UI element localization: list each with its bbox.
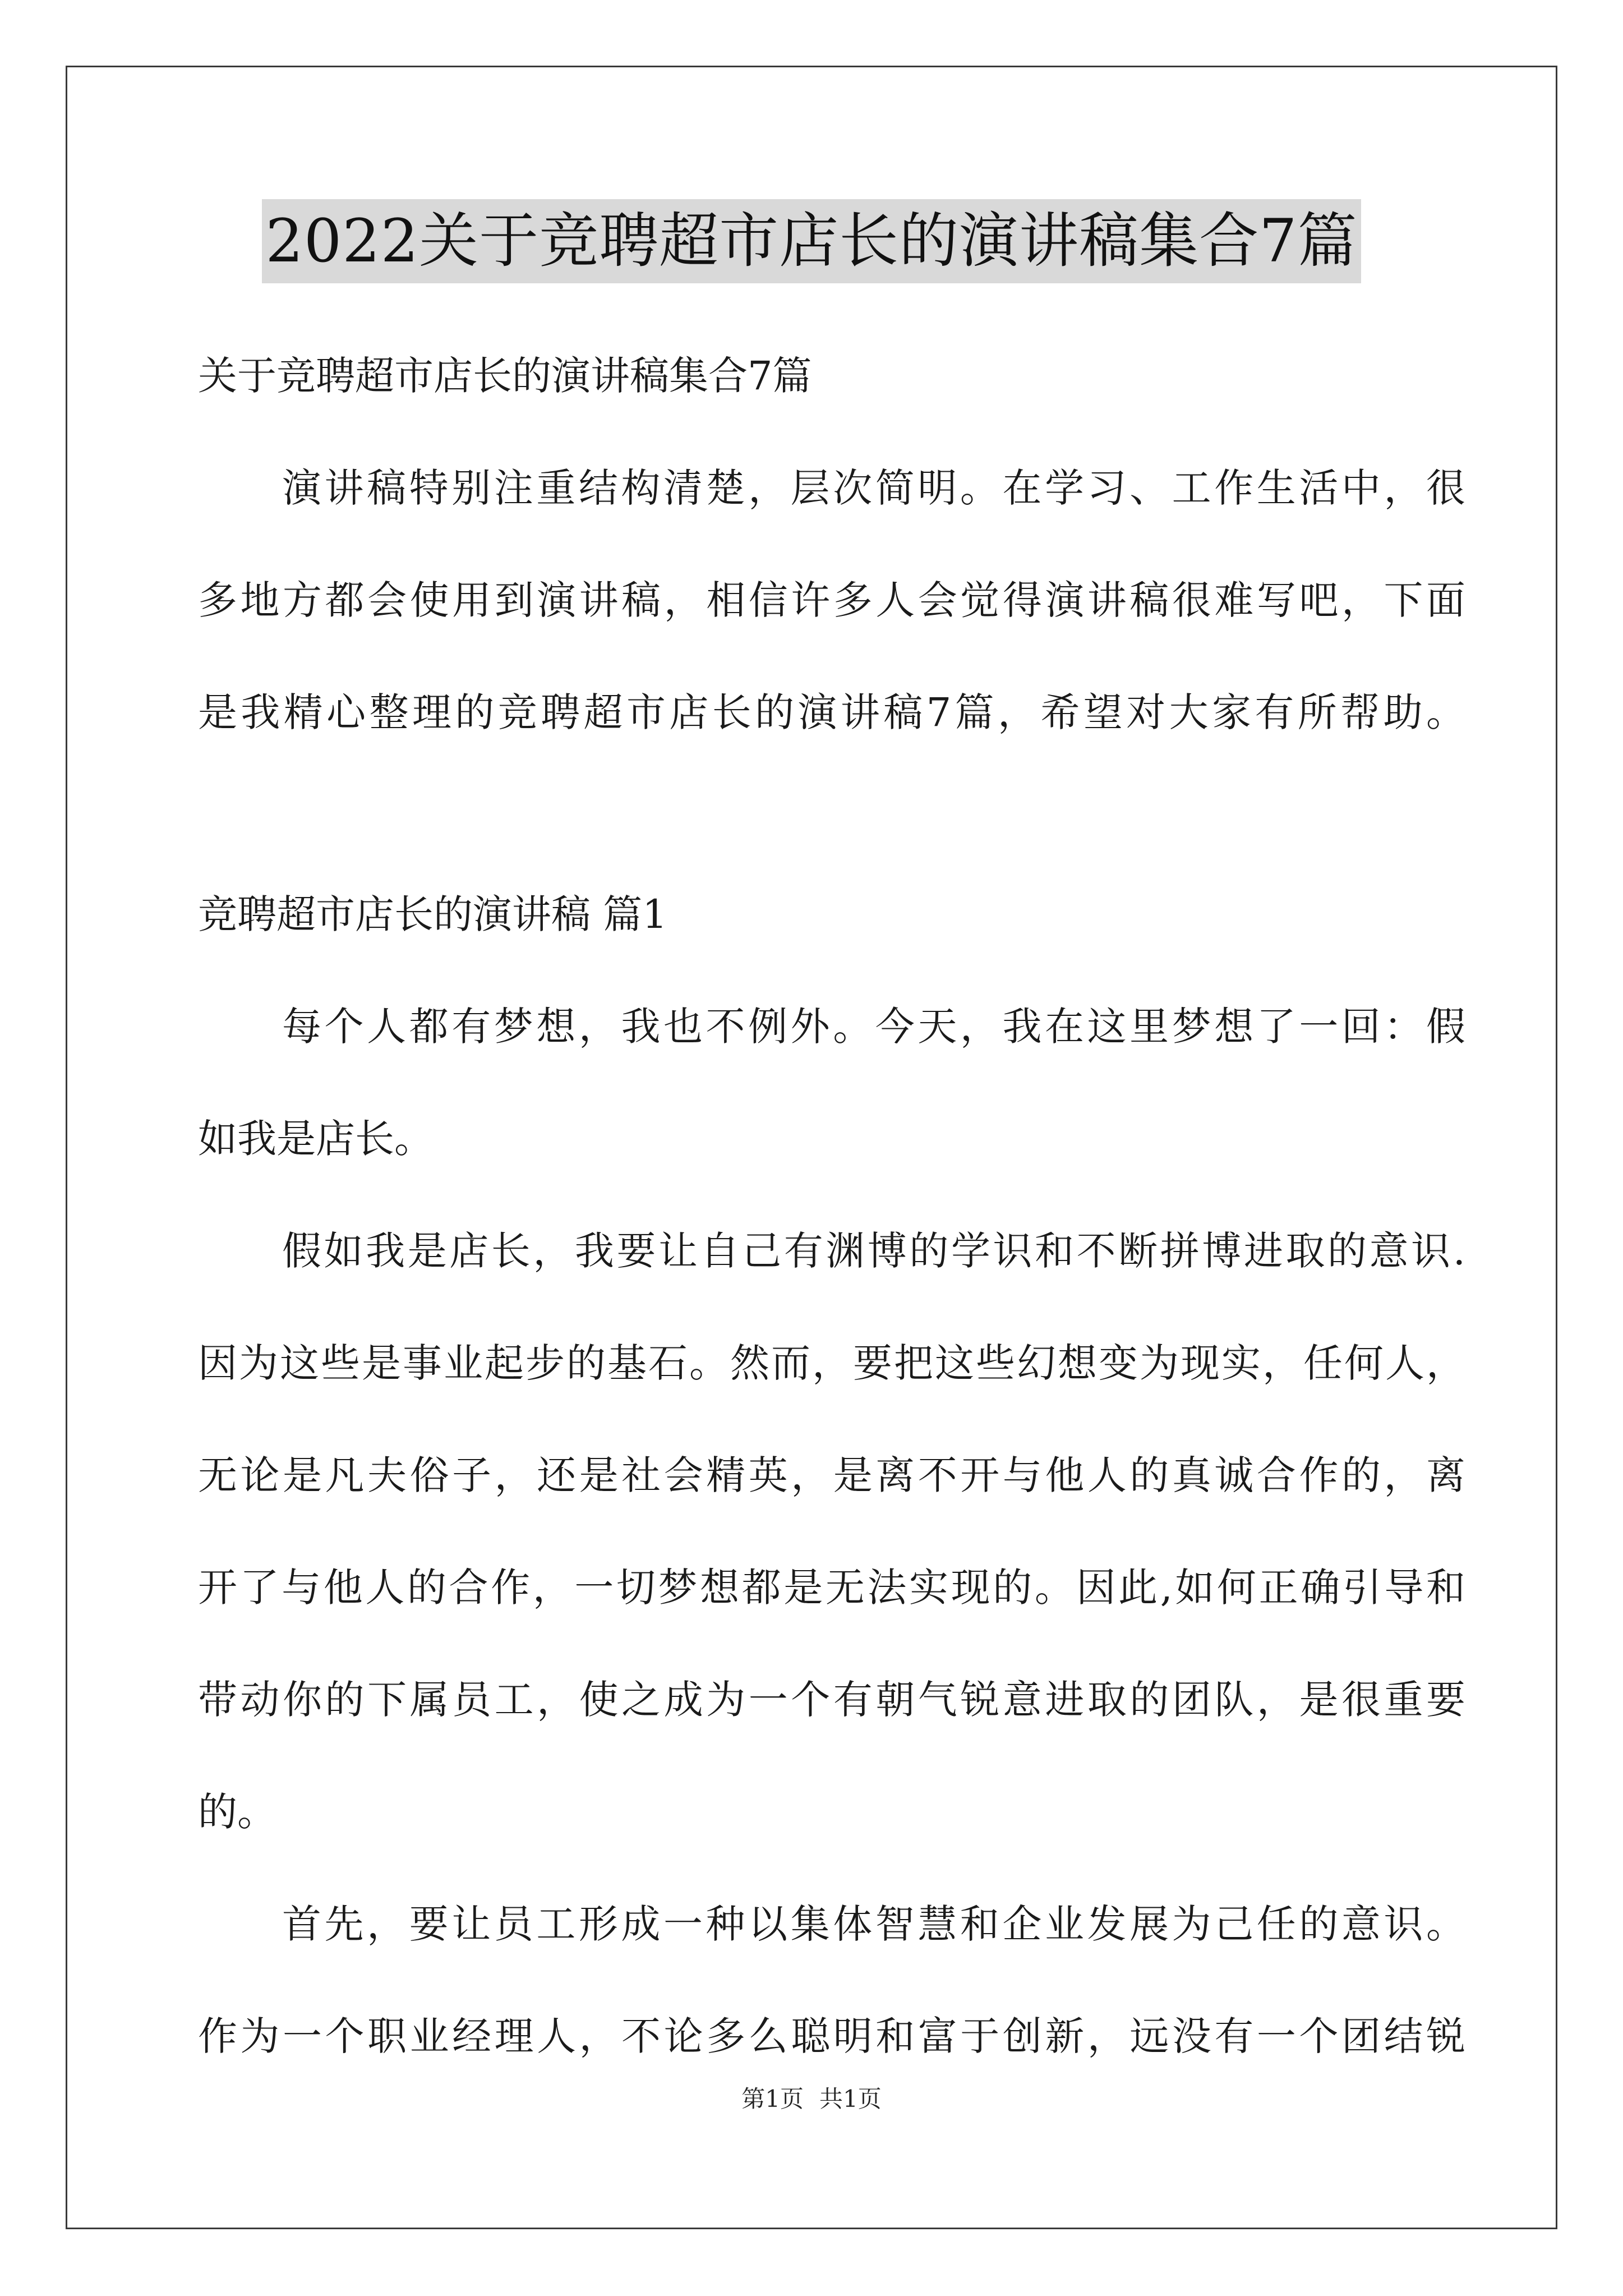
- section-heading: 竞聘超市店长的演讲稿 篇1: [198, 891, 667, 937]
- document-subtitle: 关于竞聘超市店长的演讲稿集合7篇: [198, 353, 812, 399]
- intro-line-3: 是我精心整理的竞聘超市店长的演讲稿7篇，希望对大家有所帮助。: [198, 689, 1465, 735]
- intro-line-2: 多地方都会使用到演讲稿，相信许多人会觉得演讲稿很难写吧，下面: [198, 577, 1465, 623]
- intro-line-1: 演讲稿特别注重结构清楚，层次简明。在学习、工作生活中，很: [282, 465, 1465, 511]
- para2-line-1: 假如我是店长，我要让自己有渊博的学识和不断拼博进取的意识.: [282, 1228, 1465, 1274]
- para3-line-2: 作为一个职业经理人，不论多么聪明和富于创新，远没有一个团结锐: [198, 2013, 1465, 2059]
- para2-line-6: 的。: [198, 1789, 276, 1835]
- para1-line-2: 如我是店长。: [198, 1116, 434, 1162]
- page-number: 第1页: [741, 2085, 804, 2113]
- page-footer: [0, 2082, 1623, 2116]
- para2-line-3: 无论是凡夫俗子，还是社会精英，是离不开与他人的真诚合作的，离: [198, 1452, 1465, 1498]
- para3-line-1: 首先，要让员工形成一种以集体智慧和企业发展为己任的意识。: [282, 1901, 1465, 1947]
- page-total: 共1页: [819, 2085, 882, 2113]
- para2-line-2: 因为这些是事业起步的基石。然而，要把这些幻想变为现实，任何人，: [198, 1340, 1465, 1386]
- document-title: 2022关于竞聘超市店长的演讲稿集合7篇: [262, 199, 1361, 283]
- para2-line-4: 开了与他人的合作，一切梦想都是无法实现的。因此,如何正确引导和: [198, 1565, 1465, 1611]
- para1-line-1: 每个人都有梦想，我也不例外。今天，我在这里梦想了一回：假: [282, 1004, 1465, 1050]
- para2-line-5: 带动你的下属员工，使之成为一个有朝气锐意进取的团队，是很重要: [198, 1677, 1465, 1723]
- title-container: [0, 199, 1623, 283]
